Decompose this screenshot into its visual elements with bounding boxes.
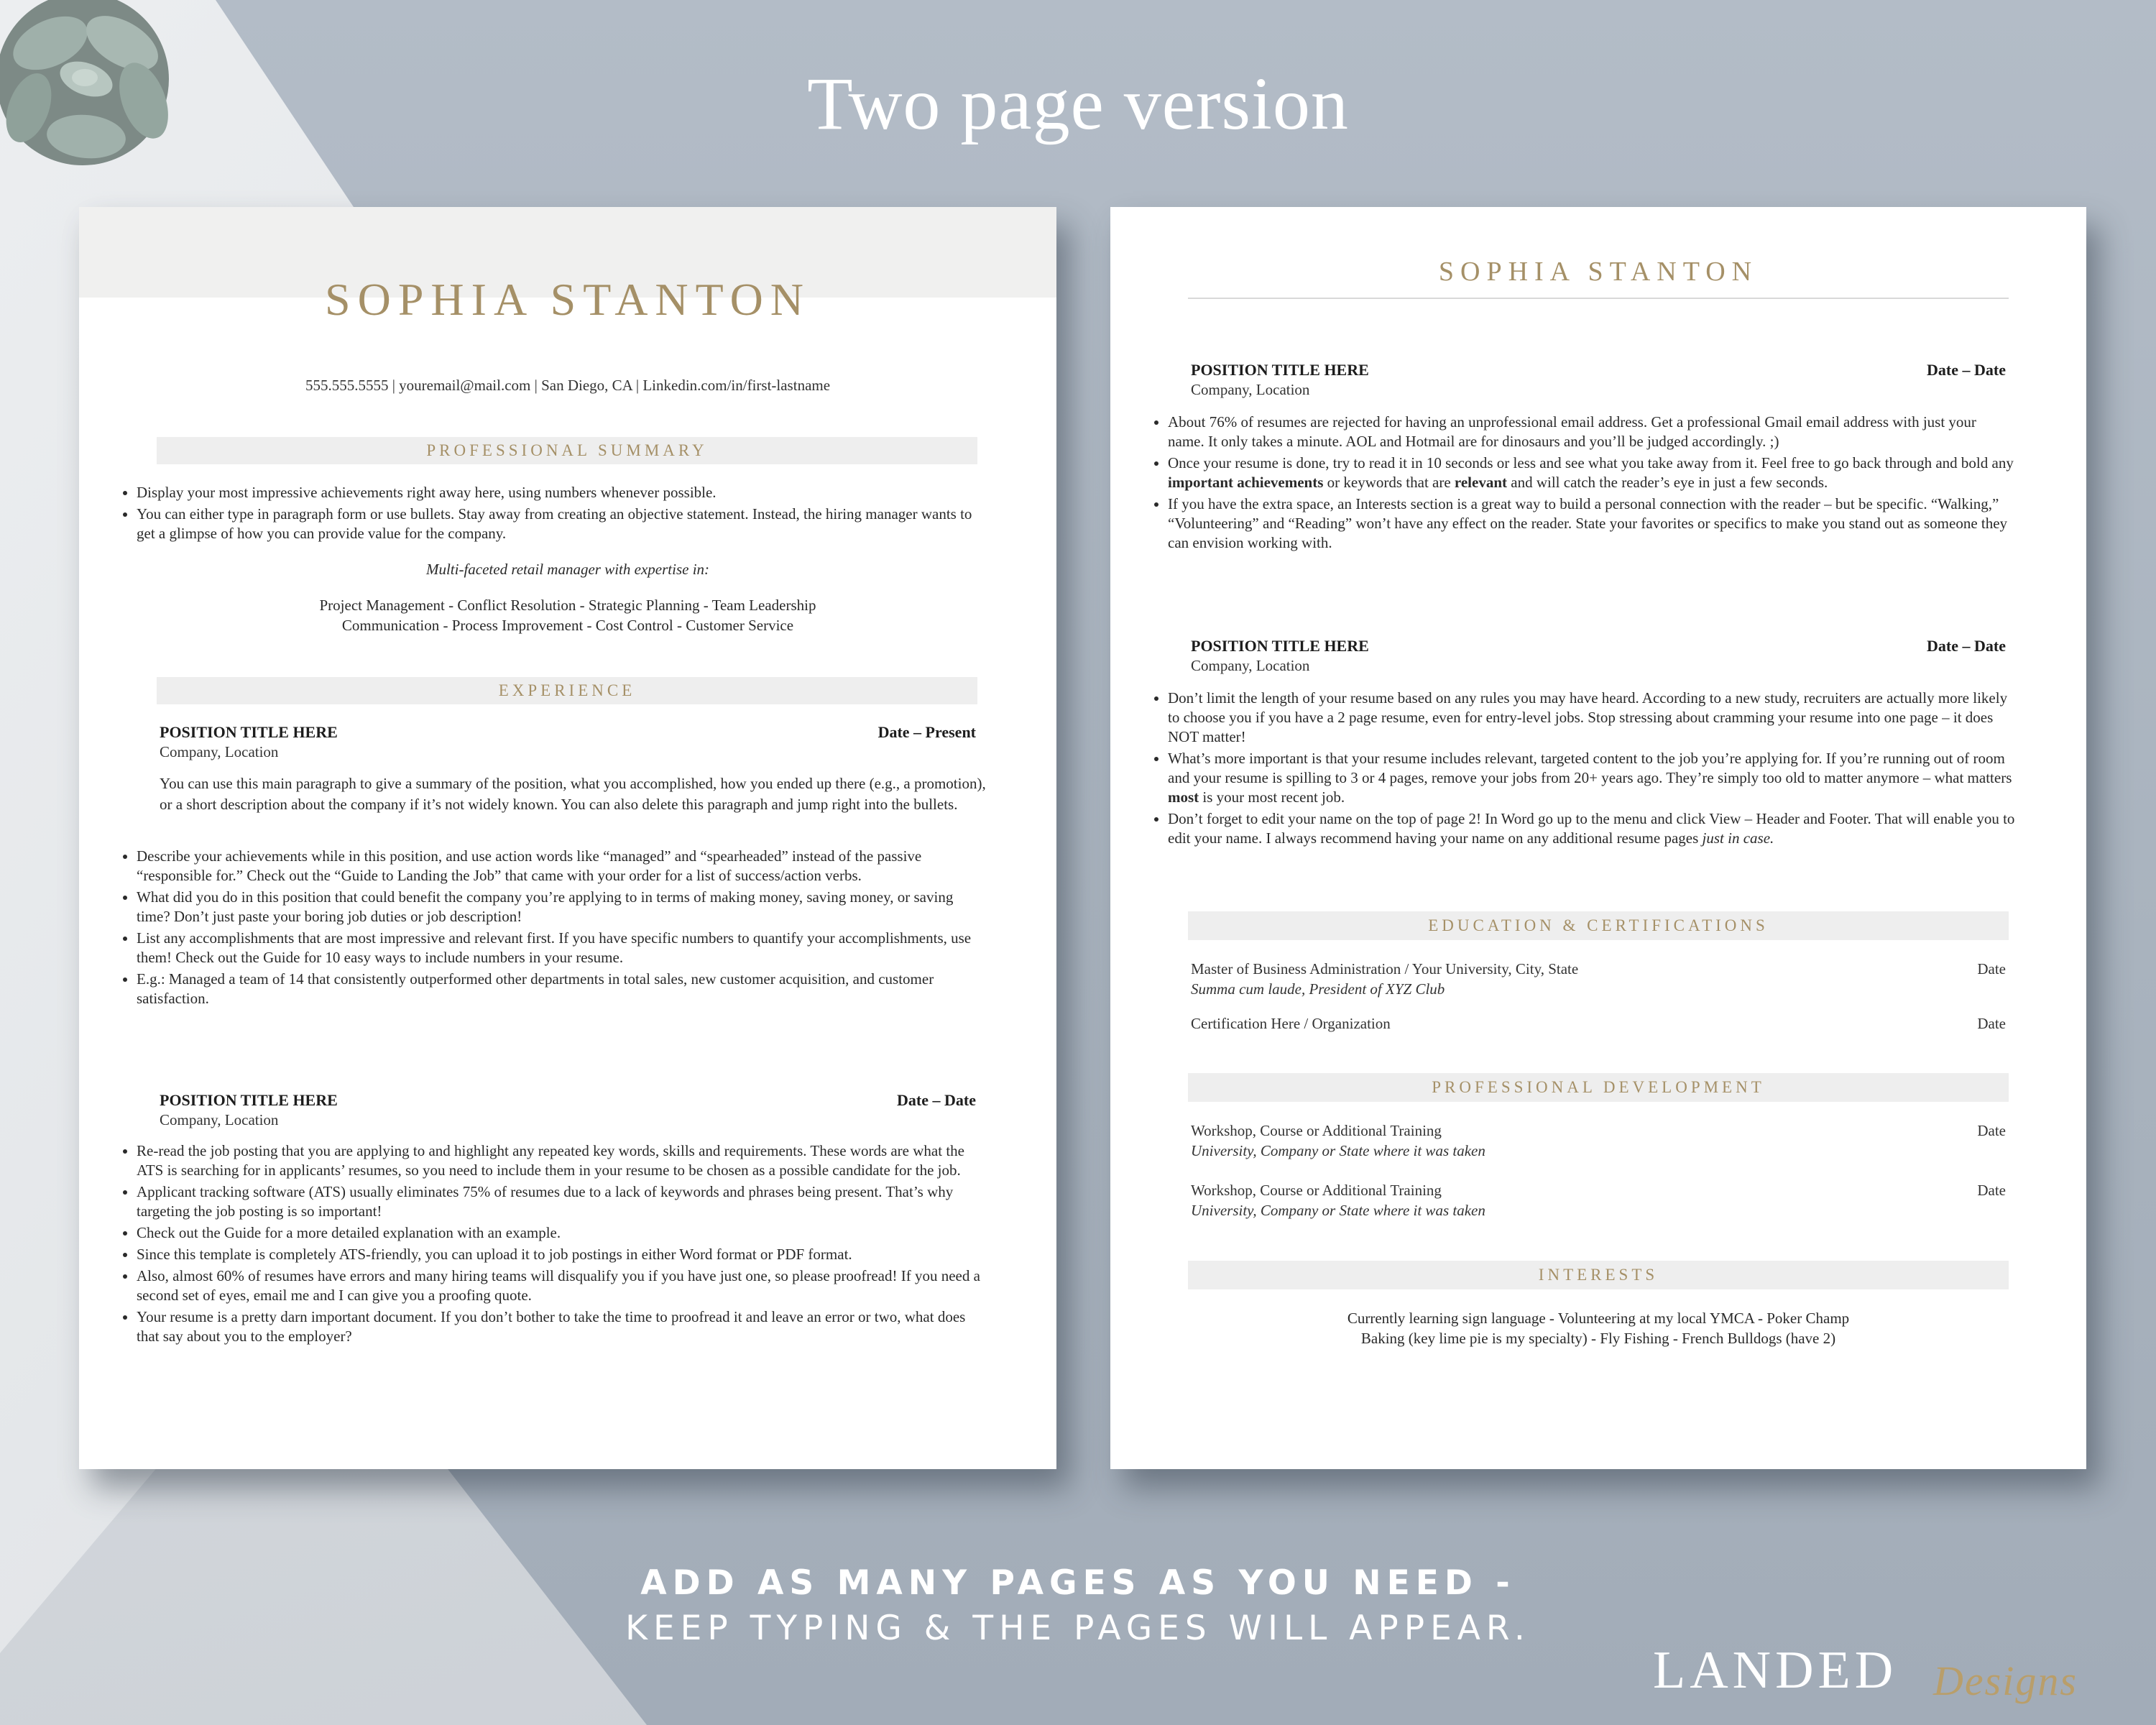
list-item: • Check out the Guide for a more detailed explanation with an example. <box>137 1223 985 1243</box>
bold-text: important achievements <box>1168 474 1324 491</box>
brand-logo-script: Designs <box>1933 1657 2078 1704</box>
certification-date: Date <box>1977 1015 2006 1032</box>
company-location: Company, Location <box>1191 381 1310 398</box>
headline: Two page version <box>807 63 1349 145</box>
summary-bullets <box>79 483 985 546</box>
candidate-name: SOPHIA STANTON <box>1438 257 1759 287</box>
bold-text: relevant <box>1454 474 1508 491</box>
candidate-name: SOPHIA STANTON <box>325 274 811 325</box>
training-item: Workshop, Course or Additional Training <box>1191 1182 1442 1199</box>
training-date: Date <box>1977 1122 2006 1139</box>
bullet-text: or keywords that are <box>1323 474 1455 491</box>
list-item: • E.g.: Managed a team of 14 that consistently outperformed other departments in total sales, new customer acquisition, and customer satisfaction. <box>137 970 985 1008</box>
education-date: Date <box>1977 960 2006 978</box>
training-item: Workshop, Course or Additional Training <box>1191 1122 1442 1139</box>
job-bullets <box>1110 689 2016 850</box>
education-honors: Summa cum laude, President of XYZ Club <box>1191 980 1445 998</box>
list-item: • What did you do in this position that could benefit the company you’re applying to in terms of making money, saving money, or saving time? Don’t just paste your boring job duties or job description! <box>137 888 985 926</box>
section-heading-education: EDUCATION & CERTIFICATIONS <box>1188 911 2009 940</box>
list-item: • About 76% of resumes are rejected for having an unprofessional email address. Get a professional Gmail email address with just your name. It only takes a minute. AOL and Hotmail are for dinosaurs and you’ll be judged accordingly. ;) <box>1168 413 2016 451</box>
bold-text: most <box>1168 788 1199 806</box>
company-location: Company, Location <box>160 743 279 760</box>
section-heading-experience: EXPERIENCE <box>157 677 977 704</box>
section-heading-interests: INTERESTS <box>1188 1261 2009 1289</box>
list-item: • Your resume is a pretty darn important document. If you don’t bother to take the time to proofread it and leave an error or two, what does that say about you to the employer? <box>137 1307 985 1346</box>
bullet-text: is your most recent job. <box>1199 788 1345 806</box>
position-title: POSITION TITLE HERE <box>1191 637 1369 655</box>
company-location: Company, Location <box>1191 657 1310 674</box>
list-item <box>1168 809 2016 848</box>
brand-logo: LANDED <box>1653 1641 1898 1700</box>
interests-line: Baking (key lime pie is my specialty) - Fly Fishing - French Bulldogs (have 2) <box>1360 1330 1836 1347</box>
training-date: Date <box>1977 1182 2006 1199</box>
position-dates: Date – Present <box>877 723 976 741</box>
list-item: • Don’t limit the length of your resume based on any rules you may have heard. According to a new study, recruiters are actually more likely to choose you if you have a 2 page resume, even for entry-level jobs. Stop stressing about cramming your resume into one page – it does NOT matter! <box>1168 689 2016 747</box>
position-title: POSITION TITLE HERE <box>1191 361 1369 379</box>
list-item: • You can either type in paragraph form or use bullets. Stay away from creating an objective statement. Instead, the hiring manager wants to get a glimpse of how you can provide value for the company. <box>137 505 985 543</box>
list-item: • Also, almost 60% of resumes have errors and many hiring teams will disqualify you if you have just one, so please proofread! If you need a second set of eyes, email me and I can give you a proofing quote. <box>137 1266 985 1305</box>
resume-page-2 <box>1110 207 2086 1469</box>
job-bullets <box>79 847 985 1011</box>
interests-line: Currently learning sign language - Volunteering at my local YMCA - Poker Champ <box>1347 1310 1850 1327</box>
bullet-text: Don’t forget to edit your name on the top of page 2! In Word go up to the menu and click View – Header and Footer. That will enable you to edit your name. I always recommend having your name on any additional resume pages <box>1168 810 2015 847</box>
tagline-primary: ADD AS MANY PAGES AS YOU NEED - <box>640 1563 1516 1603</box>
list-item: • Re-read the job posting that you are applying to and highlight any repeated key words, skills and requirements. These words are what the ATS is searching for in applicants’ resumes, so you need to include them in your resume to be chosen as a possible candidate for the job. <box>137 1141 985 1180</box>
job-bullets <box>1110 413 2016 555</box>
bullet-text: and will catch the reader’s eye in just a few seconds. <box>1507 474 1828 491</box>
resume-page-1 <box>79 207 1056 1469</box>
position-title: POSITION TITLE HERE <box>160 1091 338 1109</box>
list-item: • List any accomplishments that are most impressive and relevant first. If you have specific numbers to quantify your accomplishments, use them! Check out the Guide for 10 easy ways to include numbers in your resume. <box>137 929 985 967</box>
contact-line: 555.555.5555 | youremail@mail.com | San Diego, CA | Linkedin.com/in/first-lastname <box>305 377 831 394</box>
section-heading-development: PROFESSIONAL DEVELOPMENT <box>1188 1073 2009 1102</box>
bullet-text: Once your resume is done, try to read it in 10 seconds or less and see what you take away from it. Feel free to go back through and bold any <box>1168 454 2014 472</box>
list-item: • Describe your achievements while in this position, and use action words like “managed” and “spearheaded” instead of the passive “responsible for.” Check out the “Guide to Landing the Job” that came with your order for a list of success/action verbs. <box>137 847 985 886</box>
tagline-secondary: KEEP TYPING & THE PAGES WILL APPEAR. <box>625 1609 1531 1648</box>
skills-line: Project Management - Conflict Resolution - Strategic Planning - Team Leadership <box>319 597 816 614</box>
job-bullets <box>79 1141 985 1348</box>
list-item <box>1168 454 2016 492</box>
list-item: • If you have the extra space, an Interests section is a great way to build a personal connection with the reader – but be specific. “Walking,” “Volunteering” and “Reading” won’t have any effect on the reader. State your favorites or specifics to make you stand out as someone they can envision working with. <box>1168 494 2016 553</box>
bullet-text: What’s more important is that your resume includes relevant, targeted content to the job you’re applying for. If you’re running out of room and your resume is spilling to 3 or 4 pages, remove your jobs from 20+ years ago. They’re simply too old to matter anymore – what matters <box>1168 750 2012 786</box>
training-location: University, Company or State where it was taken <box>1191 1142 1485 1159</box>
italic-text: just in case. <box>1702 829 1774 847</box>
header-divider <box>1188 298 2009 299</box>
company-location: Company, Location <box>160 1111 279 1128</box>
education-degree: Master of Business Administration / Your University, City, State <box>1191 960 1579 978</box>
list-item <box>1168 749 2016 807</box>
position-summary: You can use this main paragraph to give a summary of the position, what you accomplished, how you ended up there (e.g., a promotion), or a short description about the company if it’s not widely known. You can also delete this paragraph and jump right into the bullets. <box>160 775 986 813</box>
position-title: POSITION TITLE HERE <box>160 723 338 741</box>
certification: Certification Here / Organization <box>1191 1015 1391 1032</box>
expertise-intro: Multi-faceted retail manager with expertise in: <box>425 561 710 578</box>
position-dates: Date – Date <box>897 1091 976 1109</box>
section-heading-summary: PROFESSIONAL SUMMARY <box>157 437 977 464</box>
training-location: University, Company or State where it was taken <box>1191 1202 1485 1219</box>
list-item: • Since this template is completely ATS-friendly, you can upload it to job postings in either Word format or PDF format. <box>137 1245 985 1264</box>
position-dates: Date – Date <box>1927 361 2006 379</box>
position-dates: Date – Date <box>1927 637 2006 655</box>
list-item: • Display your most impressive achievements right away here, using numbers whenever possible. <box>137 483 985 502</box>
list-item: • Applicant tracking software (ATS) usually eliminates 75% of resumes due to a lack of keywords and phrases being present. That’s why targeting the job posting is so important! <box>137 1182 985 1221</box>
skills-line: Communication - Process Improvement - Cost Control - Customer Service <box>341 617 794 634</box>
